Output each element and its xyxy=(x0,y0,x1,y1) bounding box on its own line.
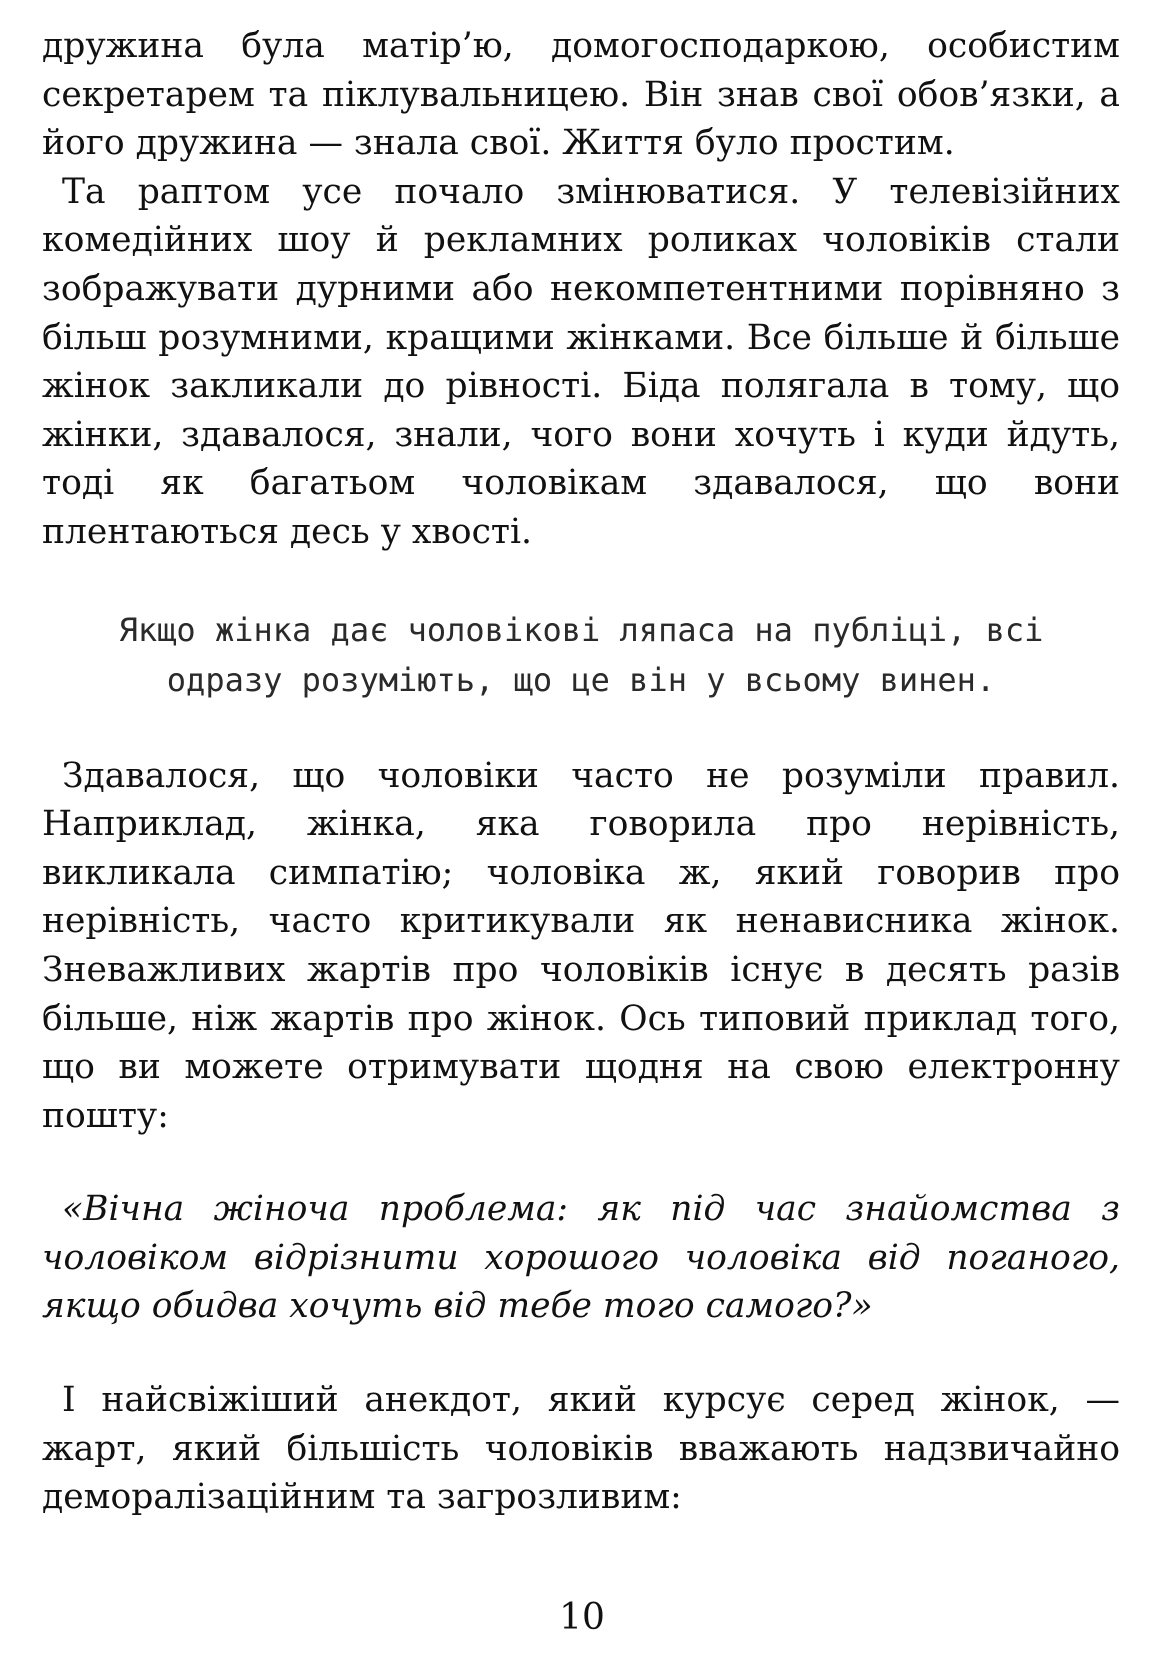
paragraph-change: Та раптом усе почало змінюватися. У телевізійних комедійних шоу й рекламних роликах чоловіків стали зображувати дурними або некомпетентними порівняно з більш розумними, кращими жінками. Все більше й більше жінок закликали до рівності. Біда полягала в тому, що жінки, здавалося, знали, чого вони хочуть і куди йдуть, тоді як багатьом чоловікам здавалося, що вони плентаються десь у хвості. xyxy=(42,171,1120,552)
paragraph-continuation: дружина була матір’ю, домогосподаркою, особистим секретарем та піклувальницею. Він знав свої обов’язки, а його дружина — знала свої. Життя було простим. xyxy=(42,26,1120,164)
paragraph-rules: Здавалося, що чоловіки часто не розуміли правил. Наприклад, жінка, яка говорила про нерівність, викликала симпатію; чоловіка ж, який говорив про нерівність, часто критикували як ненависника жінок. Зневажливих жартів про чоловіків існує в десять разів більше, ніж жартів про жінок. Ось типовий приклад того, що ви можете отримувати щодня на свою електронну пошту: xyxy=(42,755,1120,1136)
highlighted-quote: Якщо жінка дає чоловікові ляпаса на публіці, всі одразу розуміють, що це він у всьому винен. xyxy=(118,610,1044,700)
page-body xyxy=(42,22,1120,1522)
email-joke-quote: «Вічна жіноча проблема: як під час знайомства з чоловіком відрізнити хорошого чоловіка від поганого, якщо обидва хочуть від тебе того самого?» xyxy=(42,1189,1120,1327)
page-number: 10 xyxy=(559,1597,605,1638)
paragraph-anecdote: І найсвіжіший анекдот, який курсує серед жінок, — жарт, який більшість чоловіків вважають надзвичайно деморалізаційним та загрозливим: xyxy=(42,1380,1120,1518)
